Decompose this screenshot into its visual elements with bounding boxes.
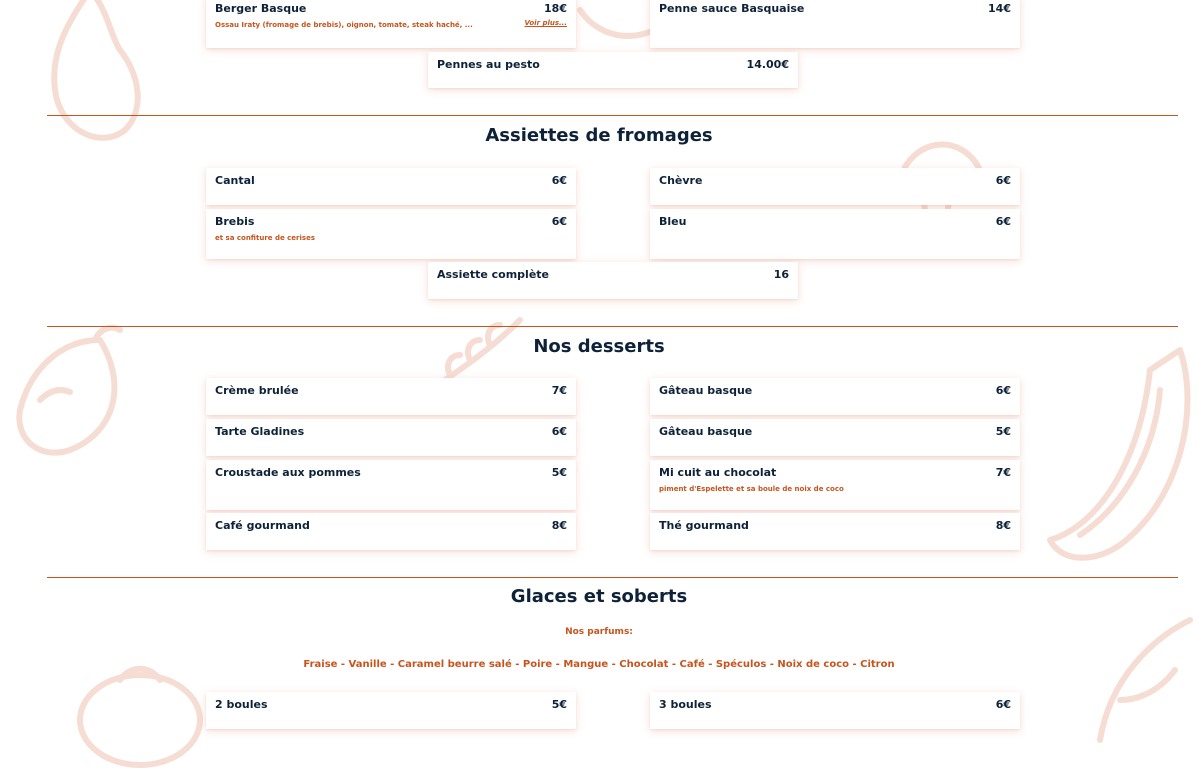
section-divider xyxy=(47,577,1178,578)
flavors-list: Fraise - Vanille - Caramel beurre salé - Poire - Mangue - Chocolat - Café - Spéculos - Noix de coco - Citron xyxy=(303,659,895,670)
menu-item-name: 3 boules xyxy=(659,698,712,711)
menu-item-name: Croustade aux pommes xyxy=(215,466,361,479)
menu-item-name: Thé gourmand xyxy=(659,519,749,532)
menu-item-price: 6€ xyxy=(995,384,1011,397)
leaf-doodle-icon xyxy=(1080,600,1198,750)
section-divider xyxy=(47,326,1178,327)
menu-item-price: 7€ xyxy=(995,466,1011,479)
menu-item-price: 6€ xyxy=(995,215,1011,228)
section-title-desserts: Nos desserts xyxy=(533,336,665,357)
menu-item-description: Ossau Iraty (fromage de brebis), oignon, tomate, steak haché, ... xyxy=(215,21,473,29)
menu-item-card[interactable] xyxy=(206,168,576,205)
menu-item-name: Chèvre xyxy=(659,174,703,187)
menu-item-price: 6€ xyxy=(551,174,567,187)
see-more-link[interactable]: Voir plus... xyxy=(524,19,567,27)
menu-item-name: Brebis xyxy=(215,215,255,228)
flavors-label: Nos parfums: xyxy=(565,627,633,637)
menu-item-name: Café gourmand xyxy=(215,519,310,532)
menu-item-name: Pennes au pesto xyxy=(437,58,540,71)
menu-item-price: 7€ xyxy=(551,384,567,397)
menu-item-name: Cantal xyxy=(215,174,255,187)
menu-item-card[interactable] xyxy=(650,378,1020,415)
section-title-cheese: Assiettes de fromages xyxy=(485,125,713,146)
menu-item-price: 6€ xyxy=(995,698,1011,711)
menu-item-name: Tarte Gladines xyxy=(215,425,305,438)
menu-item-price: 16 xyxy=(773,268,789,281)
menu-item-name: Gâteau basque xyxy=(659,425,753,438)
menu-item-card[interactable] xyxy=(206,0,576,48)
menu-item-name: Berger Basque xyxy=(215,2,307,15)
menu-item-price: 5€ xyxy=(551,698,567,711)
menu-item-card[interactable] xyxy=(650,168,1020,205)
menu-item-price: 5€ xyxy=(551,466,567,479)
menu-item-card[interactable] xyxy=(650,460,1020,510)
menu-item-price: 18€ xyxy=(544,2,567,15)
menu-item-name: Mi cuit au chocolat xyxy=(659,466,777,479)
menu-item-name: Bleu xyxy=(659,215,687,228)
menu-item-name: Crème brulée xyxy=(215,384,299,397)
section-divider xyxy=(47,115,1178,116)
menu-item-price: 5€ xyxy=(995,425,1011,438)
menu-item-card[interactable] xyxy=(428,262,798,299)
banana-doodle-icon xyxy=(1010,330,1198,570)
menu-item-card[interactable] xyxy=(428,52,798,88)
menu-item-price: 6€ xyxy=(551,425,567,438)
menu-item-card[interactable] xyxy=(206,419,576,456)
menu-item-card[interactable] xyxy=(206,378,576,415)
menu-item-card[interactable] xyxy=(206,209,576,259)
menu-item-name: Assiette complète xyxy=(437,268,550,281)
menu-item-card[interactable] xyxy=(206,692,576,729)
menu-item-card[interactable] xyxy=(206,460,576,510)
menu-item-name: Gâteau basque xyxy=(659,384,753,397)
menu-item-price: 6€ xyxy=(551,215,567,228)
menu-item-price: 8€ xyxy=(995,519,1011,532)
section-title-ice-cream: Glaces et soberts xyxy=(510,586,688,607)
menu-item-card[interactable] xyxy=(650,419,1020,456)
menu-item-card[interactable] xyxy=(650,513,1020,550)
menu-item-card[interactable] xyxy=(650,692,1020,729)
menu-item-price: 8€ xyxy=(551,519,567,532)
menu-item-name: 2 boules xyxy=(215,698,268,711)
menu-item-name: Penne sauce Basquaise xyxy=(659,2,805,15)
menu-item-description: piment d'Espelette et sa boule de noix de coco xyxy=(659,485,844,493)
menu-item-description: et sa confiture de cerises xyxy=(215,234,315,242)
menu-item-card[interactable] xyxy=(650,0,1020,48)
menu-item-price: 6€ xyxy=(995,174,1011,187)
menu-item-card[interactable] xyxy=(650,209,1020,259)
menu-item-price: 14€ xyxy=(988,2,1011,15)
menu-item-card[interactable] xyxy=(206,513,576,550)
menu-item-price: 14.00€ xyxy=(746,58,789,71)
